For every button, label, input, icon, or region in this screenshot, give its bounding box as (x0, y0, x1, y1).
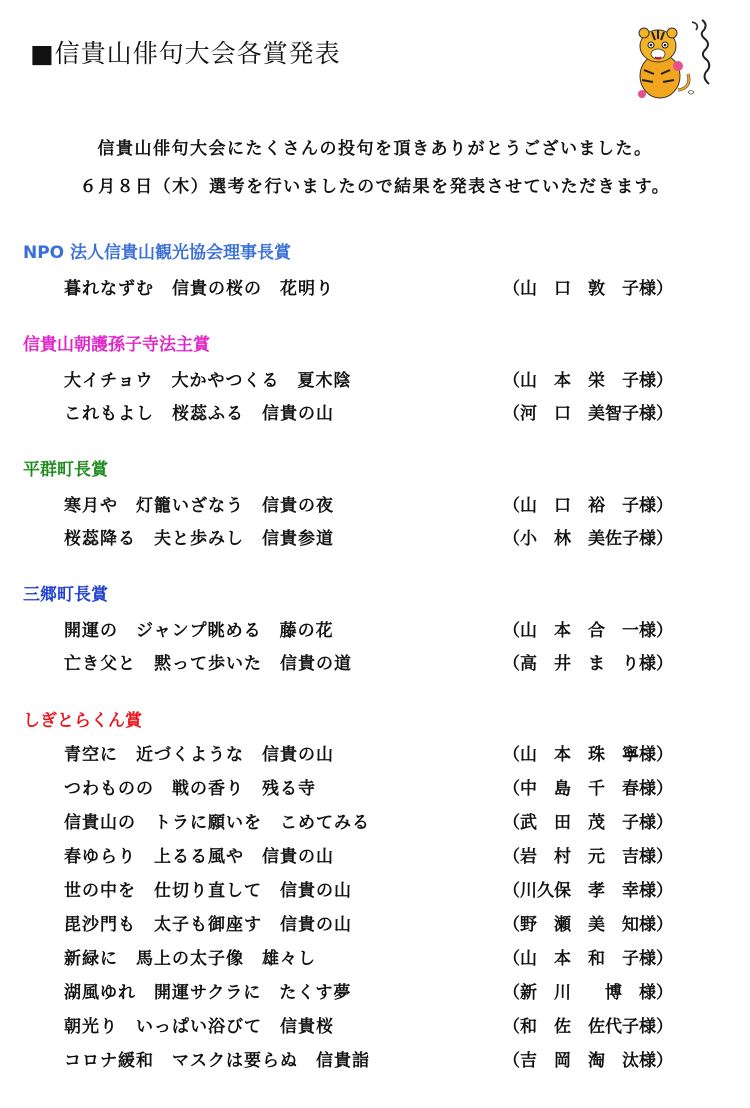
haiku-text: 春ゆらり 上るる風や 信貴の山 (64, 847, 334, 867)
award-entry (0, 842, 750, 872)
intro-message (0, 134, 750, 210)
award-entry (0, 876, 750, 906)
award-entry (0, 649, 750, 679)
haiku-text: 開運の ジャンプ眺める 藤の花 (64, 621, 334, 641)
haiku-text: 大イチョウ 大かやつくる 夏木陰 (64, 371, 352, 391)
author-name: （河 口 美智子様） (503, 404, 673, 424)
award-title: しぎとらくん賞 (23, 711, 142, 731)
award-entry (0, 944, 750, 974)
haiku-text: これもよし 桜蕊ふる 信貴の山 (64, 404, 334, 424)
tiger-mascot-icon (622, 14, 718, 106)
award-title: 平群町長賞 (23, 460, 108, 480)
author-name: （野 瀬 美 知様） (503, 915, 673, 935)
author-name: （川久保 孝 幸様） (503, 881, 673, 901)
author-name: （中 島 千 春様） (503, 779, 673, 799)
award-entry (0, 910, 750, 940)
page-title: ■信貴山俳句大会各賞発表 (30, 39, 341, 68)
haiku-text: 暮れなずむ 信貴の桜の 花明り (64, 279, 334, 299)
award-entry (0, 366, 750, 396)
author-name: （山 口 裕 子様） (503, 496, 673, 516)
award-entry (0, 808, 750, 838)
award-title: 三郷町長賞 (23, 585, 108, 605)
award-entry (0, 740, 750, 770)
haiku-text: 信貴山の トラに願いを こめてみる (64, 813, 370, 833)
author-name: （山 本 栄 子様） (503, 371, 673, 391)
haiku-text: 毘沙門も 太子も御座す 信貴の山 (64, 915, 352, 935)
author-name: （山 本 合 一様） (503, 621, 673, 641)
intro-line-1: 信貴山俳句大会にたくさんの投句を頂きありがとうございました。 (97, 139, 653, 159)
haiku-text: コロナ緩和 マスクは要らぬ 信貴詣 (64, 1051, 370, 1071)
author-name: （新 川 博 様） (503, 983, 673, 1003)
author-name: （山 口 敦 子様） (503, 279, 673, 299)
award-title: NPO 法人信貴山観光協会理事長賞 (23, 243, 292, 263)
award-entry (0, 274, 750, 304)
author-name: （山 本 珠 寧様） (503, 745, 673, 765)
award-entry (0, 774, 750, 804)
haiku-text: 世の中を 仕切り直して 信貴の山 (64, 881, 352, 901)
award-entry (0, 616, 750, 646)
haiku-text: 青空に 近づくような 信貴の山 (64, 745, 334, 765)
award-entry (0, 524, 750, 554)
award-entry (0, 1012, 750, 1042)
author-name: （小 林 美佐子様） (503, 529, 673, 549)
author-name: （武 田 茂 子様） (503, 813, 673, 833)
award-title: 信貴山朝護孫子寺法主賞 (23, 335, 210, 355)
award-entry (0, 491, 750, 521)
haiku-text: 亡き父と 黙って歩いた 信貴の道 (64, 654, 352, 674)
author-name: （高 井 ま り様） (503, 654, 673, 674)
award-entry (0, 399, 750, 429)
author-name: （和 佐 佐代子様） (503, 1017, 673, 1037)
haiku-text: 寒月や 灯籠いざなう 信貴の夜 (64, 496, 334, 516)
haiku-text: 朝光り いっぱい浴びて 信貴桜 (64, 1017, 334, 1037)
intro-line-2: ６月８日（木）選考を行いましたので結果を発表させていただきます。 (79, 177, 671, 197)
author-name: （吉 岡 淘 汰様） (503, 1051, 673, 1071)
haiku-text: 新緑に 馬上の太子像 雄々し (64, 949, 316, 969)
haiku-text: つわものの 戦の香り 残る寺 (64, 779, 316, 799)
award-entry (0, 978, 750, 1008)
author-name: （山 本 和 子様） (503, 949, 673, 969)
author-name: （岩 村 元 吉様） (503, 847, 673, 867)
haiku-text: 桜蕊降る 夫と歩みし 信貴参道 (64, 529, 334, 549)
award-entry (0, 1046, 750, 1076)
haiku-text: 湖風ゆれ 開運サクラに たくす夢 (64, 983, 352, 1003)
